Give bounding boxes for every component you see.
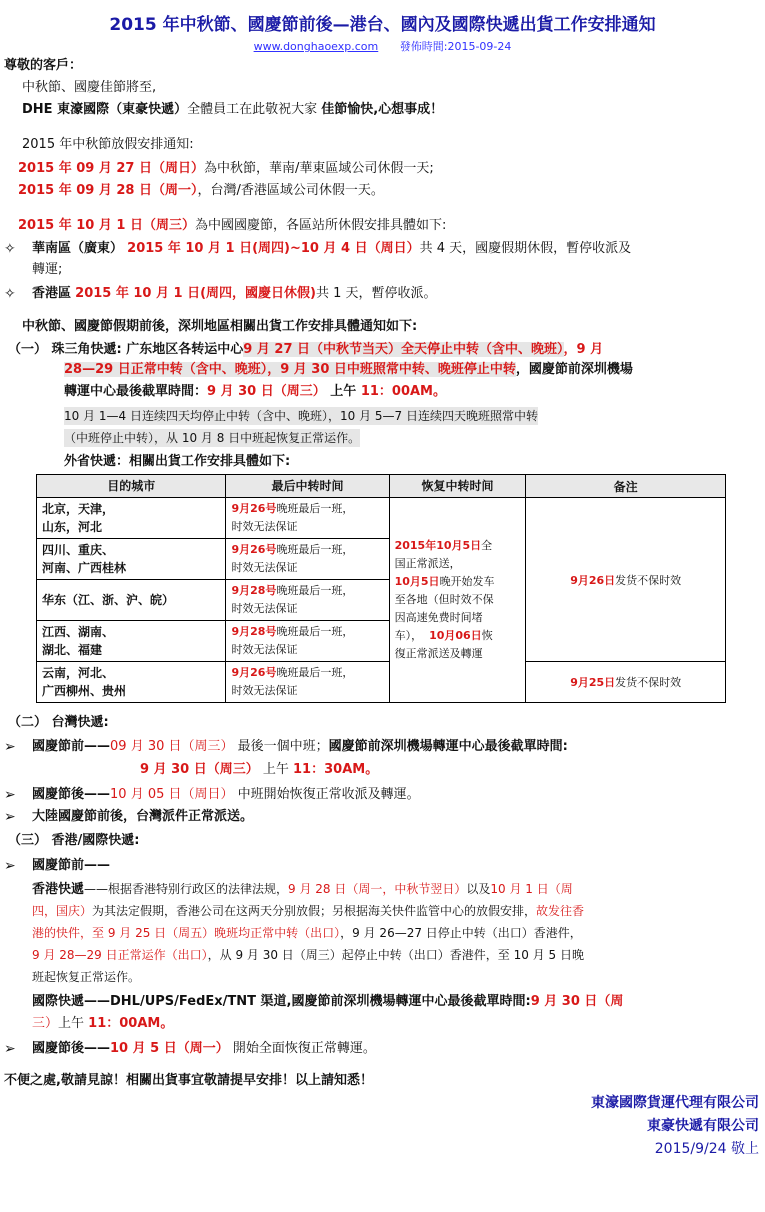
resume-transfer-cell: 2015年10月5日全 国正常派送， 10月5日晚开始发车 至各地（但时效不保 因高速免费时间堵 车）， 10月06日恢 復正常派送及轉運 bbox=[389, 498, 526, 703]
header-last-transfer: 最后中转时间 bbox=[226, 475, 389, 498]
signature-company1: 東濠國際貨運代理有限公司 bbox=[591, 1095, 759, 1111]
greeting-line2: DHE 東濠國際（東豪快遞）全體員工在此敬祝大家 佳節愉快,心想事成！ bbox=[22, 102, 444, 117]
header-subline bbox=[0, 38, 765, 54]
section1-line2: 28—29 日正常中转（含中、晚班），9 月 30 日中班照常中转、晚班停止中转，國慶節前深圳機場 bbox=[64, 362, 633, 377]
greeting-line1: 中秋節、國慶佳節將至, bbox=[22, 80, 157, 95]
section1-line1: （一） 珠三角快遞: 广东地区各转运中心9 月 27 日（中秋节当天）全天停止中转（含中、晚班），9 月 bbox=[8, 342, 604, 357]
hk-before-label: 國慶節前—— bbox=[32, 858, 111, 873]
signature-company2: 東豪快遞有限公司 bbox=[647, 1118, 759, 1134]
hk-after-line: 國慶節後——10 月 5 日（周一） 開始全面恢復正常轉運。 bbox=[32, 1041, 376, 1056]
arrow-icon: ➢ bbox=[4, 739, 16, 755]
arrow-icon: ➢ bbox=[4, 1041, 16, 1057]
arrow-icon: ➢ bbox=[4, 858, 16, 874]
national-heading: 2015 年 10 月 1 日（周三）為中國國慶節，各區站所休假安排具體如下: bbox=[18, 218, 447, 233]
last-transfer-cell: 9月26号晚班最后一班， 时效无法保证 bbox=[226, 662, 389, 703]
section1-line3: 轉運中心最後截單時間：9 月 30 日（周三） 上午 11：00AM。 bbox=[64, 384, 446, 399]
shenzhen-heading: 中秋節、國慶節假期前後，深圳地區相關出貨工作安排具體通知如下: bbox=[22, 319, 418, 334]
salutation: 尊敬的客戶： bbox=[4, 58, 83, 73]
note-cell: 9月26日发货不保时效 bbox=[526, 498, 726, 662]
city-cell: 北京，天津， 山东，河北 bbox=[37, 498, 226, 539]
table-row bbox=[37, 662, 726, 703]
midautumn-heading: 2015 年中秋節放假安排通知: bbox=[22, 137, 194, 152]
last-transfer-cell: 9月26号晚班最后一班， 时效无法保证 bbox=[226, 539, 389, 580]
hk-line2: 四，国庆）为其法定假期，香港公司在这两天分别放假；另根据海关快件监管中心的放假安排，故发往香 bbox=[32, 904, 585, 918]
table-row bbox=[37, 498, 726, 539]
last-transfer-cell: 9月26号晚班最后一班， 时效无法保证 bbox=[226, 498, 389, 539]
hk-line4: 9 月 28—29 日正常运作（出口），从 9 月 30 日（周三）起停止中转（出口）香港件，至 10 月 5 日晚 bbox=[32, 948, 584, 962]
last-transfer-cell: 9月28号晚班最后一班， 时效无法保证 bbox=[226, 580, 389, 621]
signature-date: 2015/9/24 敬上 bbox=[654, 1141, 759, 1157]
section2-heading: （二） 台灣快遞: bbox=[8, 715, 109, 730]
city-cell: 华东（江、浙、沪、皖） bbox=[37, 580, 226, 621]
taiwan-line4: 大陸國慶節前後，台灣派件正常派送。 bbox=[32, 809, 254, 824]
outer-province-heading: 外省快遞：相關出貨工作安排具體如下: bbox=[64, 454, 291, 469]
taiwan-line2: 9 月 30 日（周三） 上午 11：30AM。 bbox=[140, 762, 379, 777]
south-region-line: 華南區（廣東） 2015 年 10 月 1 日(周四)~10 月 4 日（周日）共 4 天，國慶假期休假，暫停收派及 bbox=[32, 241, 632, 256]
city-cell: 云南，河北、 广西柳州、贵州 bbox=[37, 662, 226, 703]
notice-title: 2015 年中秋節、國慶節前後—港台、國內及國際快遞出貨工作安排通知 bbox=[109, 15, 656, 35]
intl-line2: 三）上午 11：00AM。 bbox=[32, 1016, 174, 1031]
closing-note: 不便之處,敬請見諒！相關出貨事宜敬請提早安排！以上請知悉！ bbox=[4, 1073, 373, 1088]
city-cell: 江西、湖南、 湖北、福建 bbox=[37, 621, 226, 662]
section3-heading: （三） 香港/國際快遞: bbox=[8, 833, 140, 848]
publish-time: 發佈時間:2015-09-24 bbox=[399, 40, 512, 53]
header-note: 备注 bbox=[526, 475, 726, 498]
hk-line5: 班起恢复正常运作。 bbox=[32, 970, 141, 984]
section1-line4: 10 月 1—4 日连续四天均停止中转（含中、晚班），10 月 5—7 日连续四天晚班照常中转 bbox=[64, 409, 538, 423]
taiwan-line1: 國慶節前——09 月 30 日（周三） 最後一個中班；國慶節前深圳機場轉運中心最後截單時間: bbox=[32, 739, 568, 754]
hk-line3: 港的快件，至 9 月 25 日（周五）晚班均正常中转（出口），9 月 26—27 日停止中转（出口）香港件， bbox=[32, 926, 582, 940]
section1-line5: （中班停止中转），从 10 月 8 日中班起恢复正常运作。 bbox=[64, 431, 361, 445]
note-cell: 9月25日发货不保时效 bbox=[526, 662, 726, 703]
south-region-line2: 轉運; bbox=[32, 262, 63, 277]
hk-region-line: 香港區 2015 年 10 月 1 日(周四，國慶日休假)共 1 天，暫停收派。 bbox=[32, 286, 437, 301]
last-transfer-cell: 9月28号晚班最后一班， 时效无法保证 bbox=[226, 621, 389, 662]
arrow-icon: ➢ bbox=[4, 809, 16, 825]
diamond-icon: ✧ bbox=[4, 241, 16, 257]
city-cell: 四川、重庆、 河南、广西桂林 bbox=[37, 539, 226, 580]
midautumn-line2: 2015 年 09 月 28 日（周一），台灣/香港區域公司休假一天。 bbox=[18, 183, 384, 198]
website-link[interactable]: www.donghaoexp.com bbox=[253, 40, 379, 53]
header-city: 目的城市 bbox=[37, 475, 226, 498]
midautumn-line1: 2015 年 09 月 27 日（周日）為中秋節，華南/華東區域公司休假一天; bbox=[18, 161, 434, 176]
shipping-schedule-table bbox=[36, 474, 726, 703]
intl-line1: 國際快遞——DHL/UPS/FedEx/TNT 渠道,國慶節前深圳機場轉運中心最後截單時間:9 月 30 日（周 bbox=[32, 994, 624, 1009]
arrow-icon: ➢ bbox=[4, 787, 16, 803]
table-header-row bbox=[37, 475, 726, 498]
hk-line1: 香港快遞——根据香港特别行政区的法律法规，9 月 28 日（周一，中秋节翌日）以及10 月 1 日（周 bbox=[32, 882, 573, 897]
header-resume-transfer: 恢复中转时间 bbox=[389, 475, 526, 498]
taiwan-line3: 國慶節後——10 月 05 日（周日） 中班開始恢復正常收派及轉運。 bbox=[32, 787, 420, 802]
diamond-icon: ✧ bbox=[4, 286, 16, 302]
